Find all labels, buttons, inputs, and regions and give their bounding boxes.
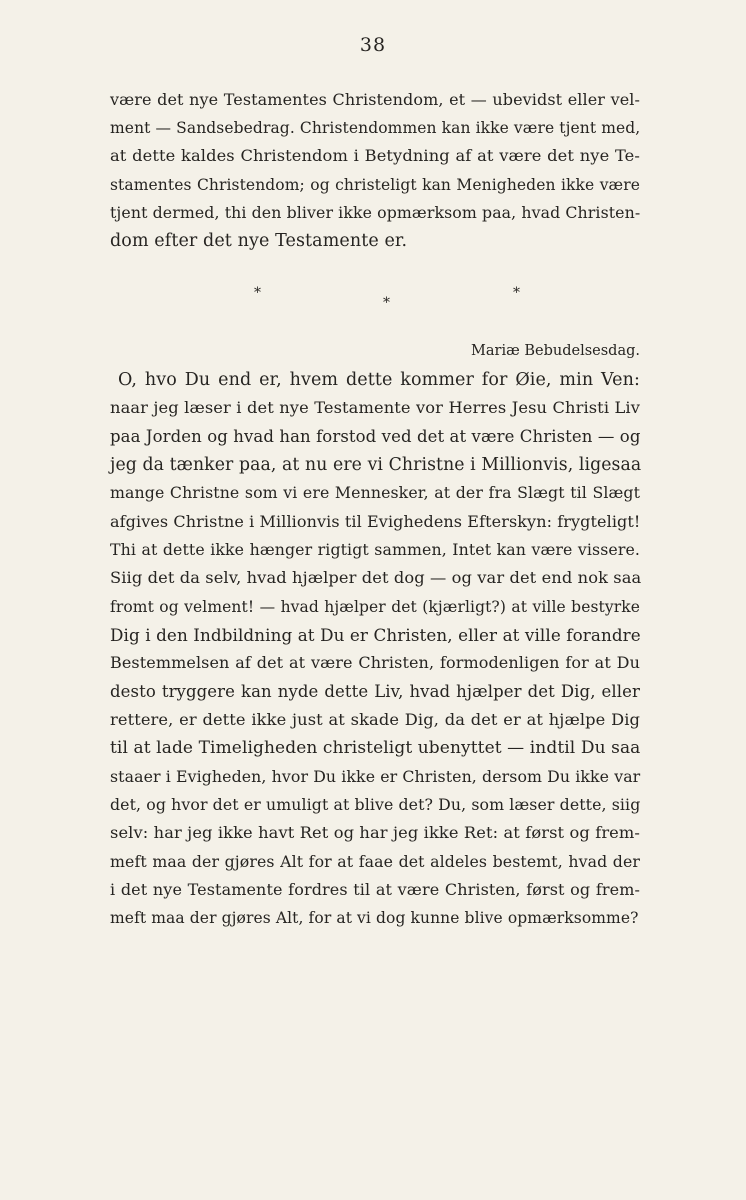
paragraph-2-line: afgives Christne i Millionvis til Evighedens Efterskyn: frygteligt! — [110, 512, 641, 531]
paragraph-2-line: paa Jorden og hvad han forstod ved det at være Christen — og — [110, 427, 641, 446]
paragraph-2-line: det, og hvor det er umuligt at blive det? Du, som læser dette, siig — [110, 795, 641, 814]
paragraph-2-line: staaer i Evigheden, hvor Du ikke er Christen, dersom Du ikke var — [110, 767, 641, 786]
paragraph-2-line: naar jeg læser i det nye Testamente vor Herres Jesu Christi Liv — [110, 398, 640, 417]
paragraph-1-line: stamentes Christendom; og christeligt kan Menigheden ikke være — [110, 176, 640, 194]
paragraph-2-line: til at lade Timeligheden christeligt ubenyttet — indtil Du saa — [110, 738, 641, 758]
separator-asterisk: * — [254, 285, 261, 301]
paragraph-2-line: meft maa der gjøres Alt for at faae det aldeles bestemt, hvad der — [110, 852, 640, 871]
paragraph-1-line: dom efter det nye Testamente er. — [110, 231, 408, 251]
paragraph-2-line: Dig i den Indbildning at Du er Christen, eller at ville forandre — [110, 625, 641, 645]
paragraph-1-line: være det nye Testamentes Christendom, et — ubevidst eller vel- — [110, 90, 640, 109]
separator-asterisk: * — [513, 285, 520, 301]
section-heading: Mariæ Bebudelsesdag. — [471, 343, 640, 359]
paragraph-2-line: rettere, er dette ikke just at skade Dig, da det er at hjælpe Dig — [110, 710, 640, 729]
paragraph-2-line: O, hvo Du end er, hvem dette kommer for Øie, min Ven: — [118, 370, 640, 390]
paragraph-2-line: selv: har jeg ikke havt Ret og har jeg ikke Ret: at først og frem- — [110, 823, 640, 842]
paragraph-2-line: Siig det da selv, hvad hjælper det dog — og var det end nok saa — [110, 568, 642, 587]
paragraph-2-line: mange Christne som vi ere Mennesker, at der fra Slægt til Slægt — [110, 483, 640, 502]
paragraph-1-line: at dette kaldes Christendom i Betydning af at være det nye Te- — [110, 146, 640, 165]
paragraph-2-line: fromt og velment! — hvad hjælper det (kjærligt?) at ville bestyrke — [110, 598, 640, 616]
paragraph-2-line: jeg da tænker paa, at nu ere vi Christne i Millionvis, ligesaa — [110, 455, 642, 475]
paragraph-2-line: i det nye Testamente fordres til at være Christen, først og frem- — [110, 880, 640, 899]
separator-asterisk: * — [383, 295, 390, 311]
paragraph-1-line: tjent dermed, thi den bliver ikke opmærksom paa, hvad Christen- — [110, 203, 641, 222]
paragraph-2-line: Bestemmelsen af det at være Christen, formodenligen for at Du — [110, 653, 640, 672]
paragraph-2-line: meft maa der gjøres Alt, for at vi dog kunne blive opmærksomme? — [110, 909, 639, 927]
paragraph-1-line: ment — Sandsebedrag. Christendommen kan ikke være tjent med, — [110, 119, 641, 137]
page-number: 38 — [359, 34, 387, 56]
paragraph-2-line: desto tryggere kan nyde dette Liv, hvad hjælper det Dig, eller — [110, 682, 640, 701]
paragraph-2-line: Thi at dette ikke hænger rigtigt sammen, Intet kan være vissere. — [110, 540, 640, 559]
